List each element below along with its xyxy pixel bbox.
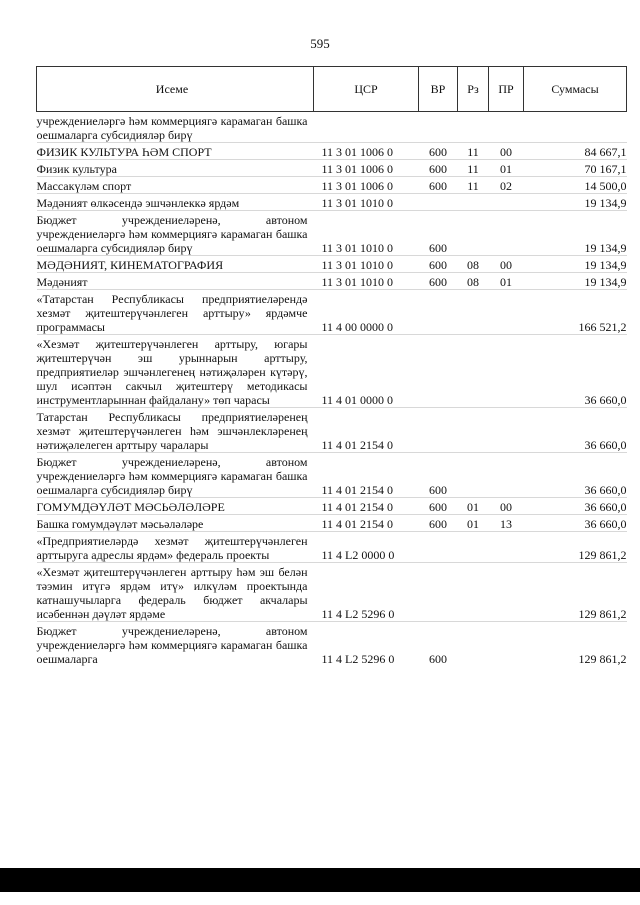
cell-rz: 08: [467, 275, 479, 289]
cell-pr: [489, 211, 524, 256]
table-row: [37, 160, 627, 177]
cell-csr: 11 4 L2 5296 0: [321, 607, 395, 621]
cell-rz: [458, 622, 489, 667]
cell-name: «Татарстан Республикасы предприятиеләрендә хезмәт җитештерүчәнлеген арттыру» ярдәмче программасы: [36, 292, 308, 334]
cell-name: ФИЗИК КУЛЬТУРА ҺӘМ СПОРТ: [36, 145, 212, 159]
cell-rz: 11: [467, 162, 479, 176]
cell-vr: [419, 112, 458, 143]
cell-name: Бюджет учреждениеләренә, автоном учреждениеләргә һәм коммерциягә карамаган башка оешмаларга: [36, 624, 308, 666]
cell-sum: 166 521,2: [578, 320, 627, 334]
table-row: [37, 211, 627, 256]
table-row: [37, 622, 627, 667]
cell-csr: 11 3 01 1010 0: [321, 275, 394, 289]
cell-sum: 36 660,0: [584, 517, 627, 531]
cell-rz: [458, 112, 489, 143]
cell-rz: [458, 563, 489, 622]
header-csr: ЦСР: [314, 67, 419, 112]
header-name: Исеме: [37, 67, 314, 112]
cell-vr: 600: [429, 483, 447, 497]
cell-name: Мәдәният өлкәсендә эшчәнлеккә ярдәм: [36, 196, 240, 210]
cell-vr: 600: [429, 258, 447, 272]
cell-sum: 14 500,0: [584, 179, 627, 193]
cell-name: учреждениеләргә һәм коммерциягә карамаган башка оешмаларга субсидияләр бирү: [36, 114, 308, 142]
cell-vr: [419, 290, 458, 335]
table-row: [37, 453, 627, 498]
cell-name: Бюджет учреждениеләренә, автоном учреждениеләргә һәм коммерциягә карамаган башка оешмаларга субсидияләр бирү: [36, 213, 308, 255]
cell-name: «Хезмәт җитештерүчәнлеген арттыру, югары җитештерүчән эш урыннарын арттыру, предприятиеләр эшчәнлегенең нәтиҗәләрен күтәрү, шул исәптән сакчыл җитештерү методикасы инструментларыннан файдалану» төп чарасы: [36, 337, 308, 407]
cell-name: Татарстан Республикасы предприятиеләренең хезмәт җитештерүчәнлеген һәм эшчәнлекләренең нәтиҗәлелеген арттыру чаралары: [36, 410, 308, 452]
cell-sum: [524, 112, 627, 143]
cell-pr: [489, 290, 524, 335]
cell-pr: 00: [500, 145, 512, 159]
cell-pr: 02: [500, 179, 512, 193]
cell-csr: 11 4 01 2154 0: [321, 500, 394, 514]
cell-pr: 13: [500, 517, 512, 531]
cell-csr: 11 4 01 2154 0: [321, 483, 394, 497]
cell-name: «Хезмәт җитештерүчәнлеген арттыру һәм эш белән тәэмин итүгә ярдәм итү» илкүләм проектында катнашучыларга федераль бюджет акчалары исәбеннән дәүләт ярдәме: [36, 565, 308, 621]
cell-rz: 08: [467, 258, 479, 272]
table-row: [37, 515, 627, 532]
cell-rz: [458, 290, 489, 335]
cell-sum: 129 861,2: [578, 652, 627, 666]
cell-sum: 84 667,1: [584, 145, 627, 159]
cell-pr: [489, 622, 524, 667]
cell-vr: [419, 194, 458, 211]
cell-sum: 70 167,1: [584, 162, 627, 176]
cell-pr: [489, 194, 524, 211]
cell-pr: 01: [500, 275, 512, 289]
table-row: [37, 256, 627, 273]
table-row: [37, 335, 627, 408]
cell-sum: 36 660,0: [584, 500, 627, 514]
cell-name: Башка гомумдәүләт мәсьәләләре: [36, 517, 204, 531]
cell-pr: [489, 563, 524, 622]
cell-csr: 11 4 L2 5296 0: [321, 652, 395, 666]
cell-rz: [458, 211, 489, 256]
cell-csr: 11 4 01 2154 0: [321, 438, 394, 452]
cell-pr: 00: [500, 500, 512, 514]
cell-name: Массакүләм спорт: [36, 179, 132, 193]
cell-name: Бюджет учреждениеләренә, автоном учреждениеләргә һәм коммерциягә карамаган башка оешмаларга субсидияләр бирү: [36, 455, 308, 497]
cell-rz: [458, 194, 489, 211]
cell-rz: [458, 408, 489, 453]
cell-vr: 600: [429, 517, 447, 531]
cell-name: ГОМУМДӘҮЛӘТ МӘСЬӘЛӘЛӘРЕ: [36, 500, 225, 514]
cell-vr: 600: [429, 241, 447, 255]
page-number: 595: [310, 36, 330, 51]
cell-pr: [489, 532, 524, 563]
cell-csr: 11 3 01 1010 0: [321, 196, 394, 210]
cell-sum: 129 861,2: [578, 607, 627, 621]
cell-csr: 11 3 01 1006 0: [321, 162, 394, 176]
cell-csr: 11 3 01 1006 0: [321, 145, 394, 159]
cell-sum: 36 660,0: [584, 483, 627, 497]
cell-vr: 600: [429, 145, 447, 159]
cell-vr: 600: [429, 500, 447, 514]
budget-table: [36, 66, 627, 666]
cell-vr: [419, 563, 458, 622]
cell-pr: [489, 335, 524, 408]
cell-csr: 11 4 01 0000 0: [321, 393, 394, 407]
cell-rz: 11: [467, 179, 479, 193]
scan-bottom-border: [0, 868, 640, 892]
cell-csr: 11 4 01 2154 0: [321, 517, 394, 531]
table-row: [37, 177, 627, 194]
table-row: [37, 290, 627, 335]
table-row: [37, 273, 627, 290]
cell-sum: 19 134,9: [584, 196, 627, 210]
cell-csr: 11 3 01 1010 0: [321, 241, 394, 255]
table-row: [37, 194, 627, 211]
cell-csr: 11 4 L2 0000 0: [321, 548, 395, 562]
cell-pr: [489, 453, 524, 498]
table-row: [37, 563, 627, 622]
table-row: [37, 532, 627, 563]
cell-sum: 36 660,0: [584, 438, 627, 452]
cell-vr: [419, 335, 458, 408]
cell-vr: 600: [429, 179, 447, 193]
cell-rz: [458, 453, 489, 498]
cell-name: Физик культура: [36, 162, 117, 176]
cell-rz: [458, 532, 489, 563]
cell-name: Мәдәният: [36, 275, 88, 289]
cell-vr: [419, 532, 458, 563]
table-header-row: [37, 67, 627, 112]
cell-sum: 19 134,9: [584, 258, 627, 272]
cell-csr: 11 3 01 1006 0: [321, 179, 394, 193]
cell-name: «Предприятиеләрдә хезмәт җитештерүчәнлеген арттыруга адреслы ярдәм» федераль проекты: [36, 534, 308, 562]
cell-sum: 19 134,9: [584, 241, 627, 255]
cell-pr: [489, 112, 524, 143]
cell-vr: 600: [429, 275, 447, 289]
cell-pr: [489, 408, 524, 453]
table-row: [37, 498, 627, 515]
table-body: [37, 112, 627, 667]
table-row: [37, 112, 627, 143]
cell-pr: 00: [500, 258, 512, 272]
header-rz: Рз: [458, 67, 489, 112]
cell-sum: 36 660,0: [584, 393, 627, 407]
cell-sum: 129 861,2: [578, 548, 627, 562]
table-row: [37, 143, 627, 160]
cell-rz: 01: [467, 517, 479, 531]
cell-rz: 01: [467, 500, 479, 514]
cell-vr: [419, 408, 458, 453]
header-pr: ПР: [489, 67, 524, 112]
cell-pr: 01: [500, 162, 512, 176]
cell-rz: [458, 335, 489, 408]
header-vr: ВР: [419, 67, 458, 112]
cell-rz: 11: [467, 145, 479, 159]
table-row: [37, 408, 627, 453]
cell-csr: 11 3 01 1010 0: [321, 258, 394, 272]
cell-sum: 19 134,9: [584, 275, 627, 289]
cell-vr: 600: [429, 652, 447, 666]
cell-csr: 11 4 00 0000 0: [321, 320, 394, 334]
cell-csr: [314, 112, 419, 143]
cell-name: МӘДӘНИЯТ, КИНЕМАТОГРАФИЯ: [36, 258, 224, 272]
cell-vr: 600: [429, 162, 447, 176]
header-sum: Суммасы: [524, 67, 627, 112]
